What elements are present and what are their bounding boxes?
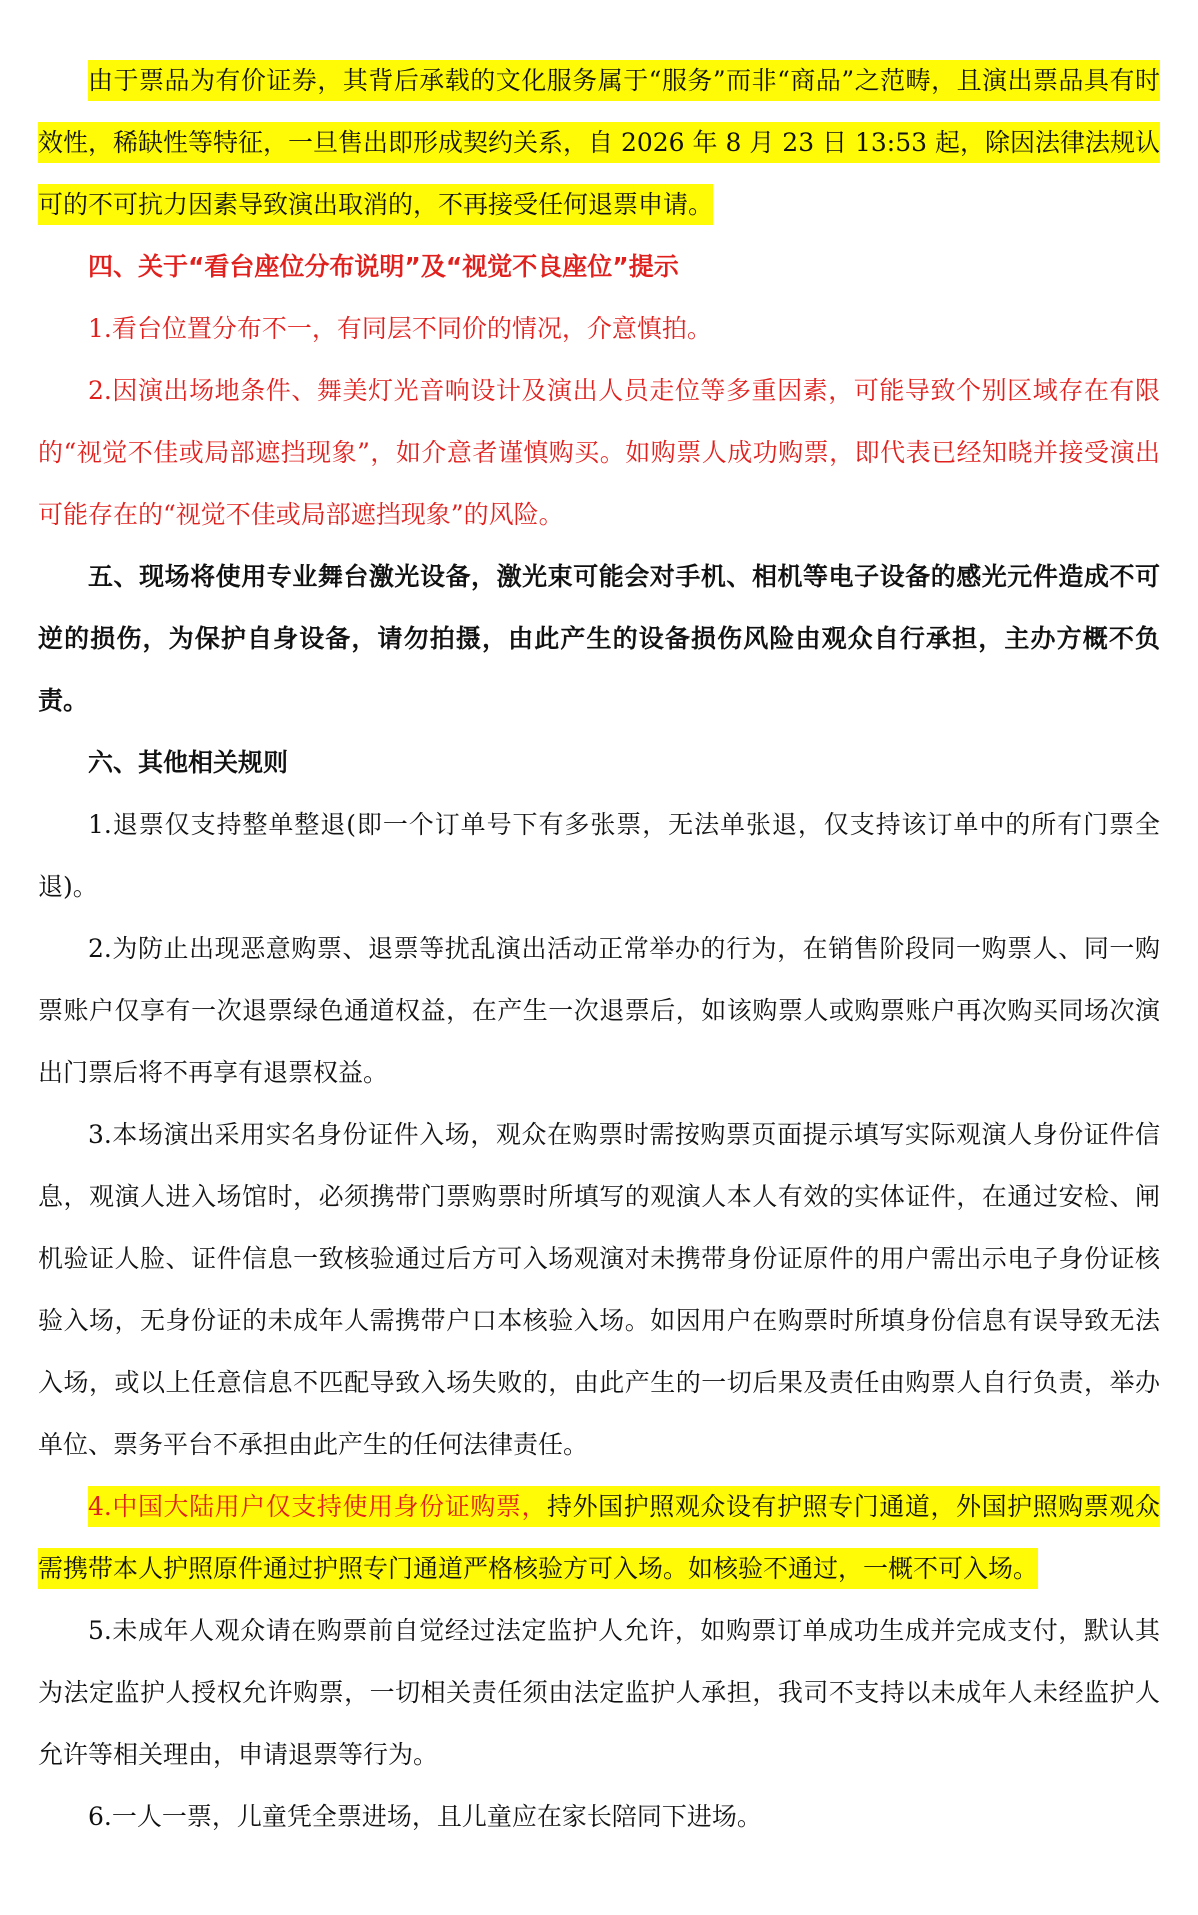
highlighted-red-text: 4.中国大陆用户仅支持使用身份证购票，: [88, 1486, 547, 1527]
section-four-heading: 四、关于“看台座位分布说明”及“视觉不良座位”提示: [88, 252, 679, 281]
section-six-item-1: 1.退票仅支持整单整退(即一个订单号下有多张票，无法单张退，仅支持该订单中的所有门票全退)。: [38, 810, 1160, 901]
section-six-item-3: 3.本场演出采用实名身份证件入场，观众在购票时需按购票页面提示填写实际观演人身份证件信息，观演人进入场馆时，必须携带门票购票时所填写的观演人本人有效的实体证件，在通过安检、闸机验证人脸、证件信息一致核验通过后方可入场观演对未携带身份证原件的用户需出示电子身份证核验入场，无身份证的未成年人需携带户口本核验入场。如因用户在购票时所填身份信息有误导致无法入场，或以上任意信息不匹配导致入场失败的，由此产生的一切后果及责任由购票人自行负责，举办单位、票务平台不承担由此产生的任何法律责任。: [38, 1120, 1160, 1459]
highlighted-text: 由于票品为有价证券，其背后承载的文化服务属于“服务”而非“商品”之范畴，且演出票品具有时效性，稀缺性等特征，一旦售出即形成契约关系，自 2026 年 8 月 23 日 13:53 起，除因法律法规认可的不可抗力因素导致演出取消的，不再接受任何退票申请。: [38, 60, 1160, 225]
section-five-laser-warning: 五、现场将使用专业舞台激光设备，激光束可能会对手机、相机等电子设备的感光元件造成不可逆的损伤，为保护自身设备，请勿拍摄，由此产生的设备损伤风险由观众自行承担，主办方概不负责。: [38, 562, 1160, 715]
highlighted-text: 持外国护照观众设有护照专门通道，外国护照购票观众需携带本人护照原件通过护照专门通道严格核验方可入场。如核验不通过，一概不可入场。: [38, 1486, 1160, 1589]
section-four-item-1: 1.看台位置分布不一，有同层不同价的情况，介意慎拍。: [88, 314, 712, 343]
section-six-heading: 六、其他相关规则: [88, 748, 289, 777]
section-six-item-4: [38, 1476, 1160, 1600]
section-six-item-6: 6.一人一票，儿童凭全票进场，且儿童应在家长陪同下进场。: [88, 1802, 762, 1831]
section-four-item-2: 2.因演出场地条件、舞美灯光音响设计及演出人员走位等多重因素，可能导致个别区域存在有限的“视觉不佳或局部遮挡现象”，如介意者谨慎购买。如购票人成功购票，即代表已经知晓并接受演出可能存在的“视觉不佳或局部遮挡现象”的风险。: [38, 376, 1160, 529]
refund-policy-paragraph: [38, 50, 1160, 236]
section-six-item-5: 5.未成年人观众请在购票前自觉经过法定监护人允许，如购票订单成功生成并完成支付，默认其为法定监护人授权允许购票，一切相关责任须由法定监护人承担，我司不支持以未成年人未经监护人允许等相关理由，申请退票等行为。: [38, 1616, 1160, 1769]
section-six-item-2: 2.为防止出现恶意购票、退票等扰乱演出活动正常举办的行为，在销售阶段同一购票人、同一购票账户仅享有一次退票绿色通道权益，在产生一次退票后，如该购票人或购票账户再次购买同场次演出门票后将不再享有退票权益。: [38, 934, 1160, 1087]
